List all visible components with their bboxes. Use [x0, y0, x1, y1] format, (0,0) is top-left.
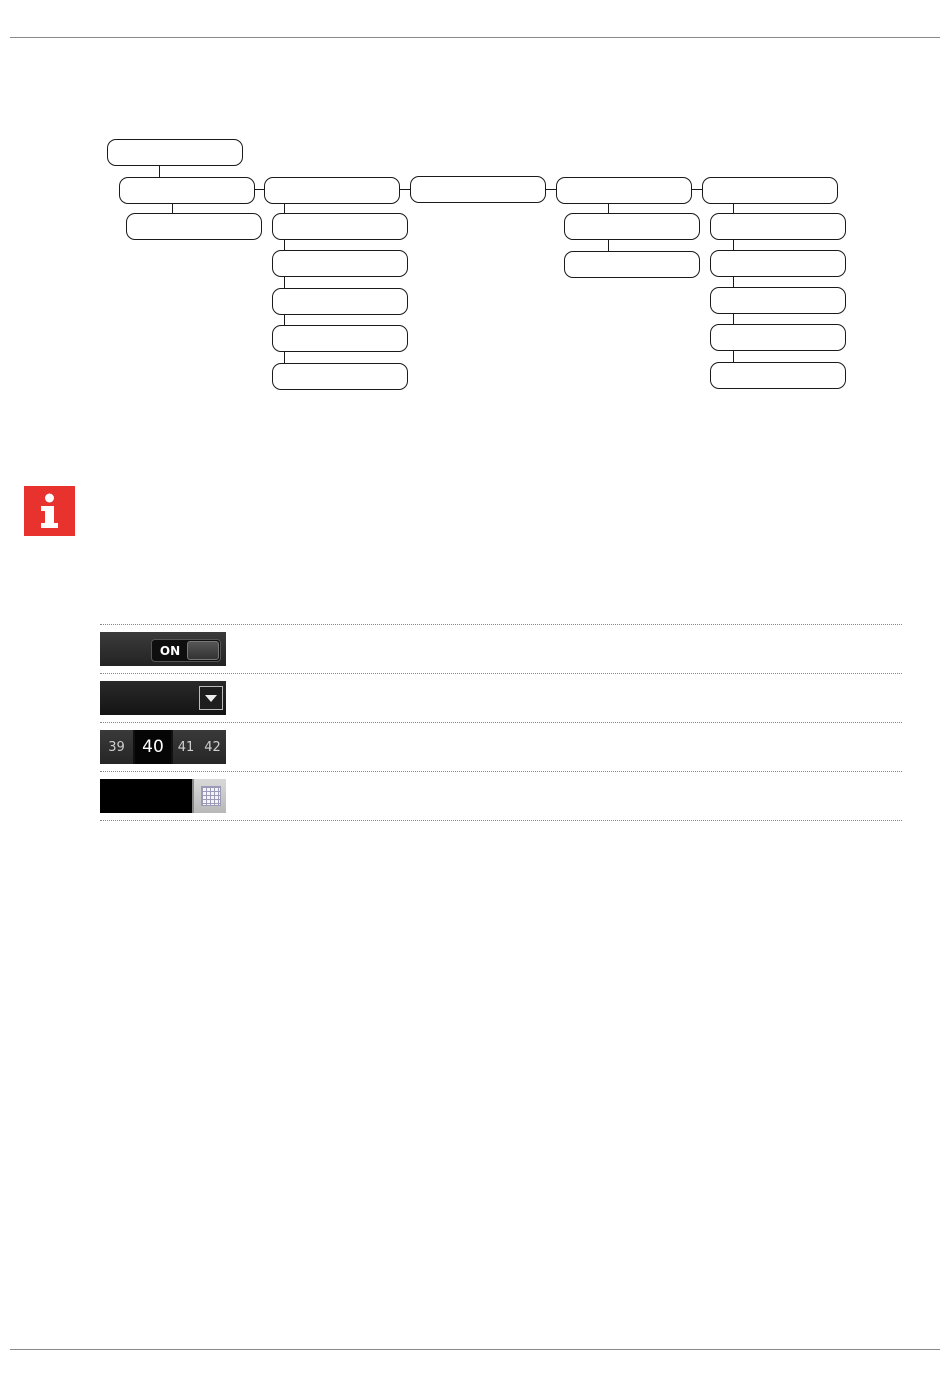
- diagram-node-col1-head: [119, 177, 255, 204]
- toggle-knob[interactable]: [187, 641, 219, 660]
- diagram-node-col5-child: [710, 250, 846, 277]
- diagram-node-col2-child: [272, 363, 408, 390]
- dropdown-select[interactable]: [100, 681, 226, 715]
- toggle-widget[interactable]: [100, 632, 226, 666]
- control-row-picker: [100, 723, 902, 771]
- info-glyph-icon: [24, 486, 75, 536]
- control-row-dropdown: [100, 674, 902, 722]
- diagram-node-col5-child: [710, 362, 846, 389]
- diagram-node-col4-head: [556, 177, 692, 204]
- connector: [254, 189, 264, 190]
- picker-option-selected[interactable]: 40: [135, 730, 171, 764]
- header-rule: [10, 37, 940, 38]
- diagram-node-root: [107, 139, 243, 166]
- picker-option[interactable]: 39: [100, 730, 133, 764]
- toggle-switch[interactable]: [151, 639, 221, 662]
- control-row-toggle: [100, 625, 902, 673]
- picker-option[interactable]: 41: [173, 730, 199, 764]
- connector: [692, 189, 702, 190]
- diagram-node-col2-child: [272, 325, 408, 352]
- diagram-node-col2-child: [272, 250, 408, 277]
- diagram-node-col5-head: [702, 177, 838, 204]
- diagram-node-col5-child: [710, 287, 846, 314]
- keypad-input-field[interactable]: [100, 779, 226, 813]
- diagram-node-col1-child: [126, 213, 262, 240]
- control-row-grid-field: [100, 772, 902, 820]
- chevron-down-icon: [205, 695, 217, 702]
- diagram-node-col3-head: [410, 176, 546, 203]
- connector: [546, 189, 556, 190]
- diagram-node-col2-child: [272, 288, 408, 315]
- diagram-node-col5-child: [710, 324, 846, 351]
- keypad-button[interactable]: [192, 779, 226, 813]
- picker-option[interactable]: 42: [199, 730, 226, 764]
- connector: [159, 165, 160, 177]
- table-divider: [100, 820, 902, 821]
- dropdown-button[interactable]: [199, 686, 223, 710]
- footer-rule: [10, 1349, 940, 1350]
- toggle-state-label: ON: [159, 643, 181, 658]
- diagram-node-col2-head: [264, 177, 400, 204]
- connector: [172, 203, 173, 213]
- diagram-node-col4-child: [564, 213, 700, 240]
- diagram-node-col4-child: [564, 251, 700, 278]
- number-picker[interactable]: [100, 730, 226, 764]
- diagram-node-col2-child: [272, 213, 408, 240]
- keypad-grid-icon: [201, 786, 221, 806]
- info-icon: [24, 486, 75, 536]
- diagram-node-col5-child: [710, 213, 846, 240]
